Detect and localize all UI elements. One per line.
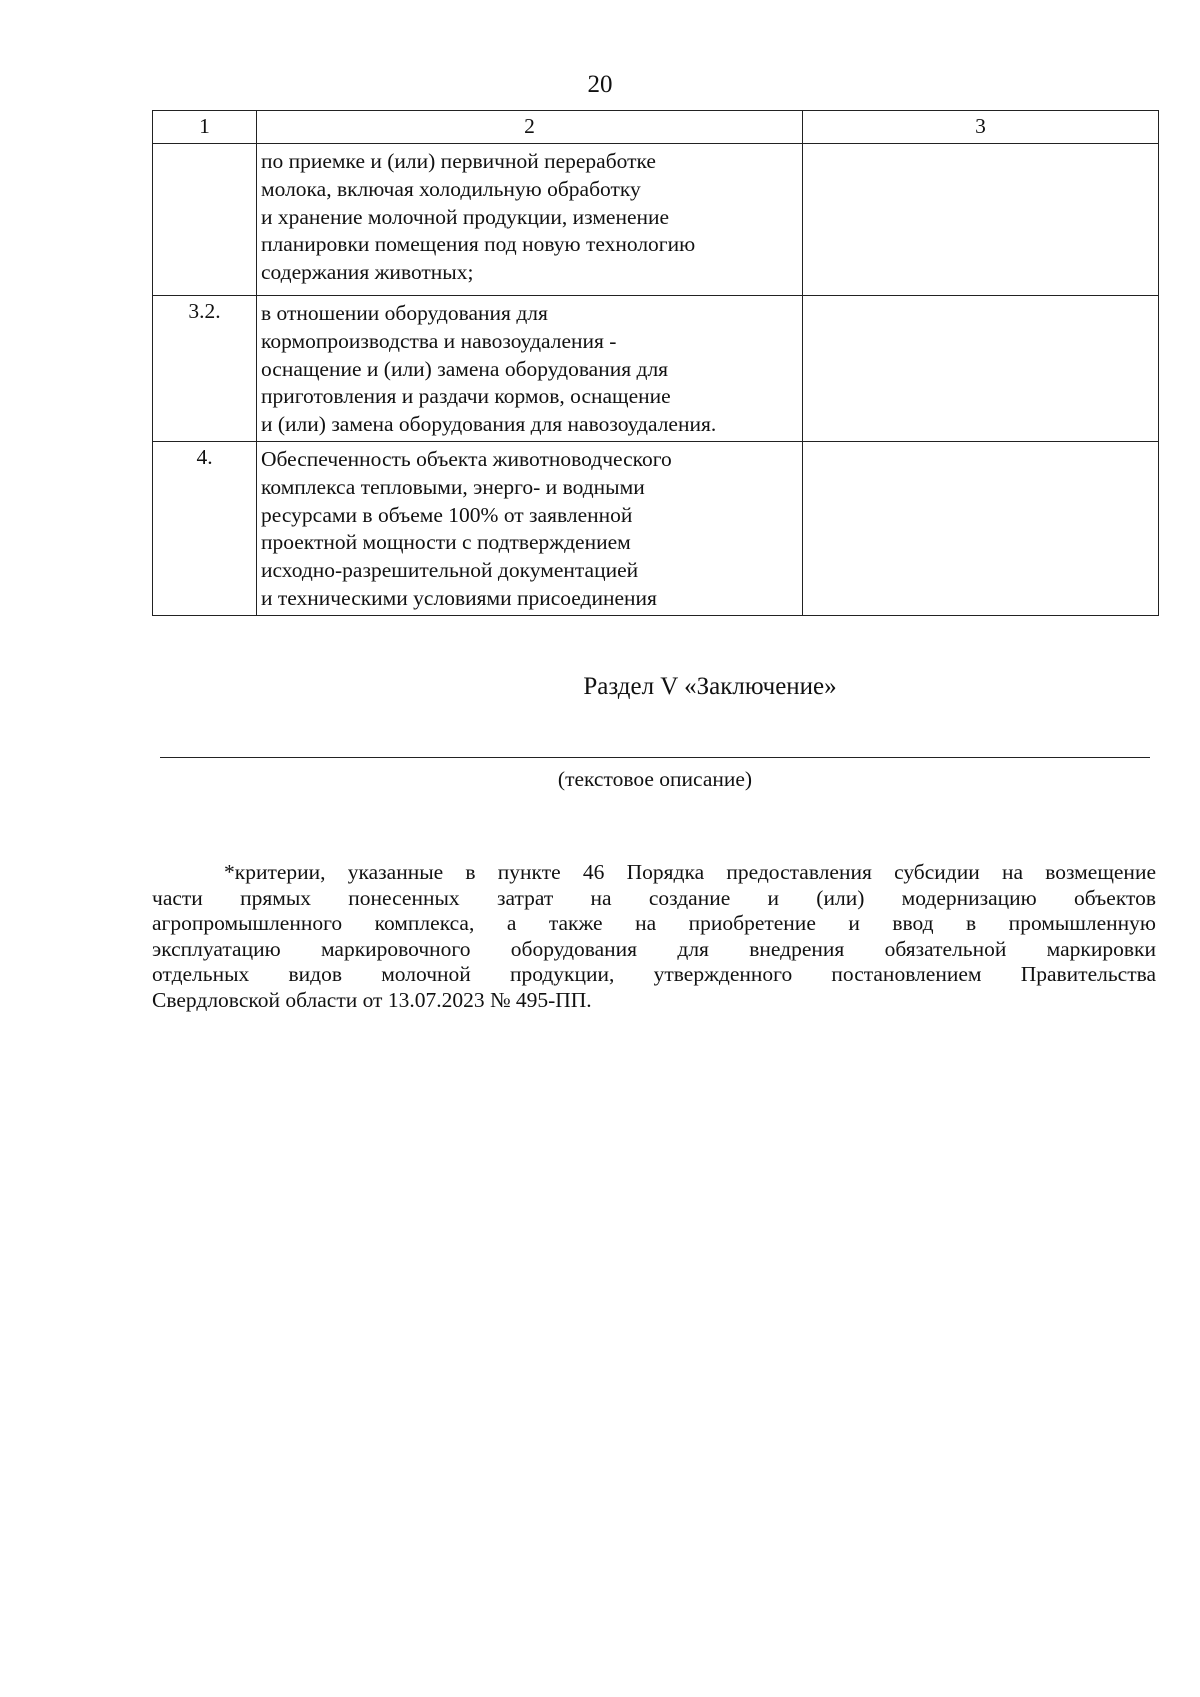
description-line: содержания животных; xyxy=(261,260,474,285)
description-line: Обеспеченность объекта животноводческого xyxy=(261,446,672,471)
row-number: 4. xyxy=(153,441,257,615)
description-line: ресурсами в объеме 100% от заявленной xyxy=(261,502,633,527)
row-description xyxy=(257,441,803,615)
footnote-line: отдельных видов молочной продукции, утвержденного постановлением Правительства xyxy=(152,962,1156,986)
footnote-line: части прямых понесенных затрат на создание и (или) модернизацию объектов xyxy=(152,885,1156,910)
row-value xyxy=(803,144,1159,296)
table-row xyxy=(153,144,1159,296)
table-row xyxy=(153,441,1159,615)
row-number xyxy=(153,144,257,296)
footnote-line: *критерии, указанные в пункте 46 Порядка предоставления субсидии на возмещение xyxy=(224,860,1156,884)
description-line: комплекса тепловыми, энерго- и водными xyxy=(261,474,645,499)
footnote-line: Свердловской области от 13.07.2023 № 495-ПП. xyxy=(152,987,592,1012)
description-line: приготовления и раздачи кормов, оснащение xyxy=(261,384,671,409)
section-title: Раздел V «Заключение» xyxy=(583,673,837,700)
description-line: оснащение и (или) замена оборудования для xyxy=(261,356,669,381)
table-row xyxy=(153,296,1159,442)
description-line: планировки помещения под новую технологию xyxy=(261,232,696,257)
footnote-line: эксплуатацию маркировочного оборудования для внедрения обязательной маркировки xyxy=(152,936,1156,961)
row-value xyxy=(803,296,1159,442)
section-caption: (текстовое описание) xyxy=(557,767,753,791)
page-number: 20 xyxy=(587,71,613,98)
row-value xyxy=(803,441,1159,615)
footnote-line: агропромышленного комплекса, а также на приобретение и ввод в промышленную xyxy=(152,911,1156,935)
row-description xyxy=(257,296,803,442)
footnote xyxy=(152,860,1156,1013)
criteria-table xyxy=(152,110,1159,616)
column-header-3: 3 xyxy=(803,111,1159,144)
row-description xyxy=(257,144,803,296)
column-header-1: 1 xyxy=(153,111,257,144)
description-line: по приемке и (или) первичной переработке xyxy=(261,149,656,173)
description-line: и техническими условиями присоединения xyxy=(261,585,657,610)
description-line: и (или) замена оборудования для навозоудаления. xyxy=(261,412,717,437)
description-line: молока, включая холодильную обработку xyxy=(261,176,641,201)
description-line: исходно-разрешительной документацией xyxy=(261,558,639,583)
table-header-row xyxy=(153,111,1159,144)
row-number: 3.2. xyxy=(153,296,257,442)
signature-line xyxy=(160,757,1150,758)
description-line: проектной мощности с подтверждением xyxy=(261,530,631,555)
description-line: кормопроизводства и навозоудаления - xyxy=(261,328,617,353)
description-line: в отношении оборудования для xyxy=(261,301,548,325)
column-header-2: 2 xyxy=(257,111,803,144)
description-line: и хранение молочной продукции, изменение xyxy=(261,204,670,229)
